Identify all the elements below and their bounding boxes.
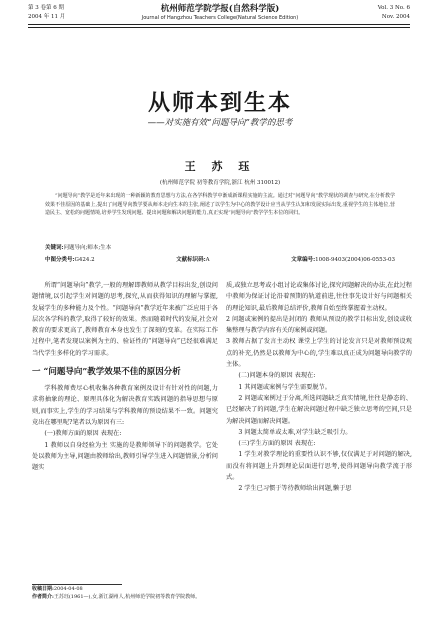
clc-code: G424.2 [74, 257, 95, 263]
journal-title-cn: 杭州师范学院学报(自然科学版) [160, 4, 280, 14]
running-header-right [330, 4, 410, 22]
student-point-1: 1 学生对教学理论的重要性认识不够,仅仅满足于对问题的解决,而没有将问题上升到理论层面进行思考,使得问题导向教学流于形式。 [226, 451, 412, 482]
received-label: 收稿日期: [32, 586, 54, 592]
header-rule-thick [28, 24, 410, 25]
doc-code-label: 文献标识码: [176, 257, 206, 263]
issue-date-en: Nov. 2004 [381, 14, 410, 20]
intro-paragraph: 所谓“问题导向”教学,一般的理解即教师从教学目标出发,创设问题情境,以引起学生对问题的思考,探究,从而获得知识的理解与掌握,发展学生的多种能力及个性。“问题导向”教学近年来被广泛应用于各层次各学科的教学,取得了较好的效果。然而随着时代的发展,社会对教育的要求更高了,教师教育本身也发生了深刻的变革。在实际工作过程中,笔者发现以案例为主的、验证性的“问题导向”已经很难满足当代学生多样化的学习需求。 [32, 282, 218, 357]
section-intro-paragraph: 学科教师费尽心机收集各种教育案例及设计有针对性的问题,力求将抽象的理论、原理具体化为解决教育实践问题的指导思想与原则,而事实上,学生的学习结果与学科教师的预设结果不一致。问题究竟出在哪里呢?笔者以为原因有三: [32, 385, 218, 426]
article-subtitle: ——对实施有效“问题导向”教学的思考 [147, 118, 293, 128]
author-bio: 王苏珏(1961—),女,浙江湖州人,杭州师范学院初等教育学院教师。 [53, 594, 201, 600]
subsection-heading-student: (三)学生方面的原因 表现在: [238, 440, 316, 448]
received-date-note [32, 586, 222, 594]
clc-group [45, 256, 95, 264]
author-bio-note [32, 594, 222, 602]
received-date: 2004-04-08 [53, 586, 83, 592]
clc-label: 中图分类号: [45, 257, 75, 263]
problem-point-2: 2 问题或案例过于分离,所选问题缺乏真实情境,往往是静态的、已经解决了的问题,学生在解决问题过程中缺乏独立思考的空间,只是为解决问题而解决问题。 [226, 394, 412, 425]
abstract: “问题导向”教学是近年来出现的一种新颖的教育思想与方法,在各学科教学中渐成新课程实施的主流。通过对“问题导向”教学现状的调查与研究,在分析教学效果不佳原因的基础上,提出了问题导向教学要从师本走向生本的主张,阐述了以学生为中心的教学设计应当从学生认知和发展实际出发,重视学生的主体地位,营造民主、宽松的问题情境,培养学生发现问题、提出问题和解决问题的能力,真正实现“问题导向”教学学生本位的回归。 [45, 193, 395, 217]
running-header-left [28, 4, 108, 22]
author-affiliation: (杭州师范学院 初等教育学院,浙江 杭州 310012) [159, 180, 281, 186]
footnote-rule [32, 584, 122, 585]
point-paragraph: 1 教师以自身经验为主 实施的是教师领导下的问题教学。它处处以教师为主导,问题由教师给出,教师引导学生进入问题情景,分析问题实 [32, 441, 218, 472]
keywords-line [45, 244, 395, 252]
keywords-label: 关键词: [45, 245, 64, 251]
article-id-group [291, 256, 395, 264]
article-title: 从师本到生本 [147, 90, 292, 116]
author-name: 王 苏 珏 [184, 160, 256, 173]
running-header-center [110, 4, 330, 22]
subsection-heading-problem: (二)问题本身的原因 表现在: [238, 372, 316, 380]
volume-issue: 第 3 卷第 6 期 [28, 5, 64, 11]
doc-code: A [205, 257, 210, 263]
article-id-label: 文章编号: [291, 257, 316, 263]
section-heading: 一 “问题导向”教学效果不佳的原因分析 [32, 367, 181, 378]
article-id: 1008-9403(2004)06-0553-03 [315, 257, 395, 263]
subsection-heading-teacher: (一)教师方面的原因 表现在: [44, 430, 122, 438]
continued-paragraph: 质,或独立思考或小组讨论或集体讨论,探究问题解决的办法,在此过程中教师为保证讨论沿着预期的轨道前进,往往事先设计好与问题相关的理论知识,最后教师总结评价,教师自始至终掌握着主动权。 2 问题或案例的提出是封闭的 教师从预设的教学目标出发,创设或收集整理与教学内容有关的案例或问题。 3 教师占据了发言主动权 课堂上学生的讨论发言只是对教师预设观点的补充,仍然是以教师为中心的,学生难以真正成为问题导向教学的主体。 [226, 282, 412, 369]
header-rule-thin [28, 27, 410, 28]
doc-code-group [176, 256, 210, 264]
journal-title-en: Journal of Hangzhou Teachers College(Natural Science Edition) [141, 15, 299, 21]
classification-line [45, 256, 395, 264]
problem-point-1: 1 其问题或案例与学生需要脱节。 [238, 383, 331, 391]
issue-date: 2004 年 11 月 [28, 14, 66, 20]
right-column [226, 280, 412, 495]
author-bio-label: 作者简介: [32, 594, 54, 600]
volume-number-en: Vol. 3 No. 6 [377, 5, 410, 11]
left-column [32, 280, 218, 473]
keywords: 问题导向;师本;生本 [63, 245, 112, 251]
problem-point-3: 3 问题太简单或太难,对学生缺乏吸引力。 [238, 428, 352, 436]
student-point-2: 2 学生已习惯于等待教师给出问题,懒于思 [238, 485, 352, 493]
